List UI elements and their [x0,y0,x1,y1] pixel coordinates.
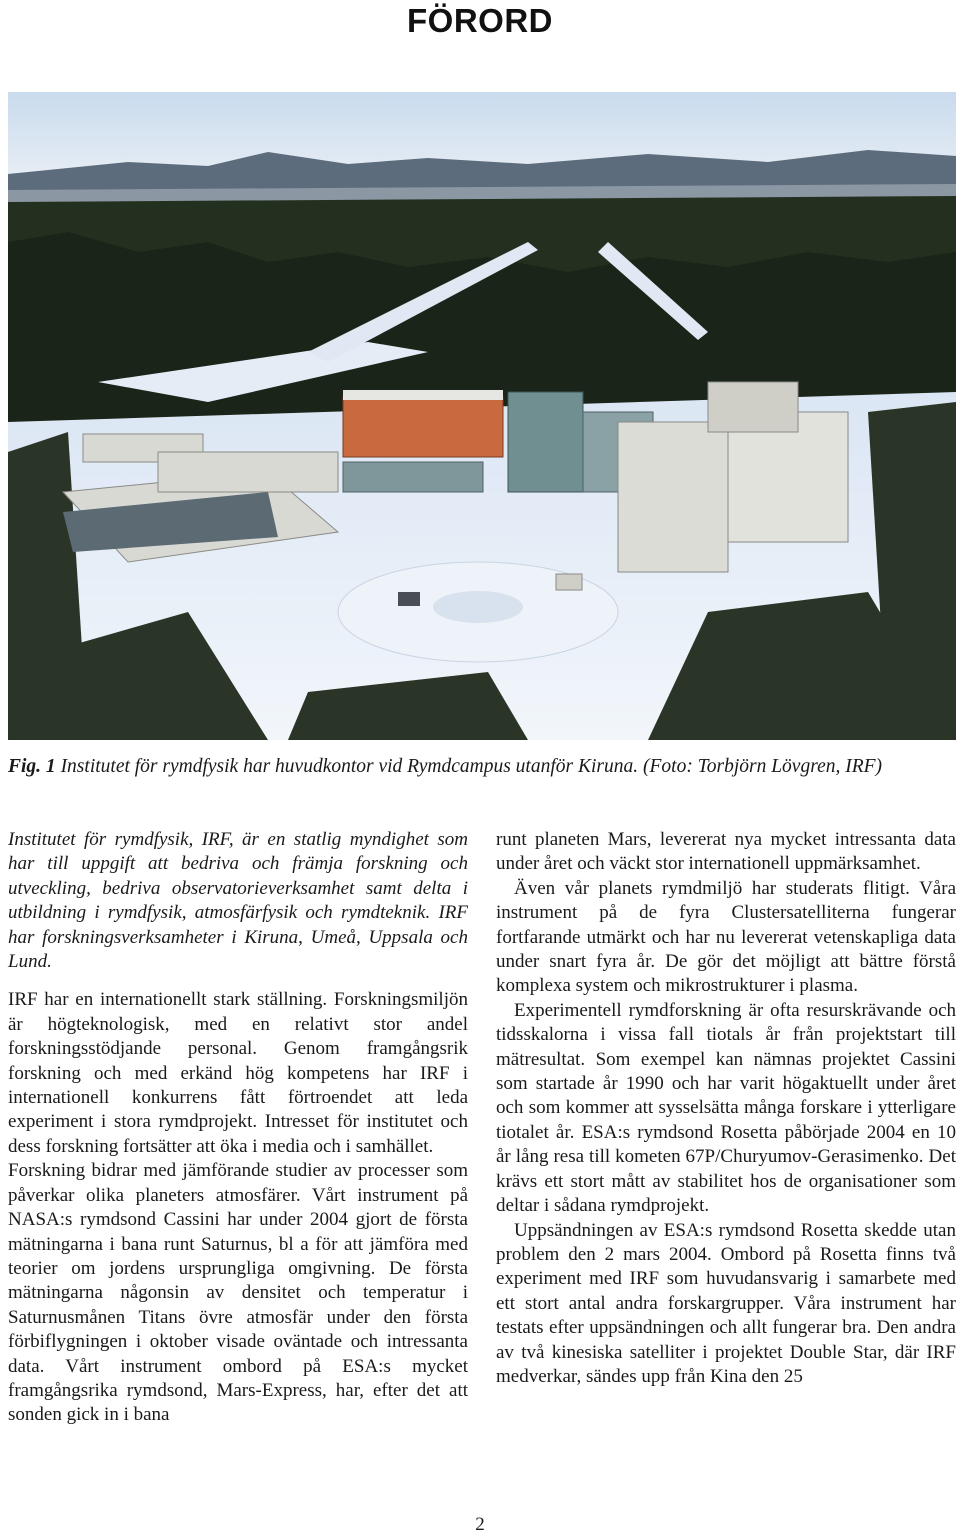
campus-aerial-photo [8,92,956,740]
paragraph: Forskning bidrar med jämförande studier av processer som påverkar olika planeters atmosfärer. Vårt instrument på NASA:s rymdsond Cassini har under 2004 gjort de första mätningarna i bana runt Saturnus, bl a för att jämföra med teorier om jordens ursprungliga omgivning. De första mätningarna någonsin av densitet och temperatur i Saturnusmånen Titans övre atmosfär under den första förbiflygningen i oktober visade oväntade och intressanta data. Vårt instrument ombord på ESA:s mycket framgångsrika rymdsond, Mars-Express, har, efter det att sonden gick in i bana [8,1160,468,1426]
figure-caption [8,754,956,779]
paragraph: runt planeten Mars, levererat nya mycket intressanta data under året och väckt stor internationell uppmärksamhet. [496,829,956,875]
figure-caption-text: Institutet för rymdfysik har huvudkontor vid Rymdcampus utanför Kiruna. (Foto: Torbjörn Lövgren, IRF) [60,756,883,777]
paragraph: Experimentell rymdforskning är ofta resurskrävande och tidsskalorna i vissa fall tiotals år från projektstart till mätresultat. Som exempel kan nämnas projektet Cassini som startade år 1990 och har varit högaktuellt under året och som kommer att sysselsätta många forskare i ytterligare tiotalet år. ESA:s rymdsond Rosetta påbörjade 2004 en 10 år lång resa till kometen 67P/Churyumov-Gerasimenko. Det krävs ett stort mått av stabilitet hos de organisationer som deltar i sådana rymdprojekt. [496,999,956,1217]
paragraph: Även vår planets rymdmiljö har studerats flitigt. Våra instrument på de fyra Clustersatelliterna fungerar fortfarande utmärkt och har nu levererat vetenskapliga data under snart fyra år. De gör det möjligt att bättre förstå komplexa system och mikrostrukturer i plasma. [496,877,956,997]
paragraph: Uppsändningen av ESA:s rymdsond Rosetta skedde utan problem den 2 mars 2004. Ombord på Rosetta finns två experiment med IRF som huvudansvarig i samarbete med ett stort antal andra forskargrupper. Våra instrument har testats efter uppsändningen och allt fungerar bra. Den andra av två kinesiska satelliter i projektet Double Star, där IRF medverkar, sändes upp från Kina den 25 [496,1219,956,1387]
figure-label: Fig. 1 [8,756,56,777]
left-column [8,828,468,1428]
intro-paragraph: Institutet för rymdfysik, IRF, är en statlig myndighet som har till uppgift att bedriva och främja forskning och utveckling, bedriva observatorieverksamhet samt delta i utbildning i rymdfysik, atmosfärfysik och rymdteknik. IRF har forskningsverksamheter i Kiruna, Umeå, Uppsala och Lund. [8,829,468,973]
right-column [496,828,956,1389]
paragraph: IRF har en internationellt stark ställning. Forskningsmiljön är högteknologisk, med en relativt stor andel forskningsstödjande personal. Genom framgångsrik forskning och med erkänd hög kompetens har IRF i internationell konkurrens fått förtroendet att leda experiment i stora rymdprojekt. Intresset för institutet och dess forskning fortsätter att öka i media och i samhället. [8,989,468,1157]
page-title: FÖRORD [407,2,553,39]
page-number: 2 [475,1514,485,1535]
